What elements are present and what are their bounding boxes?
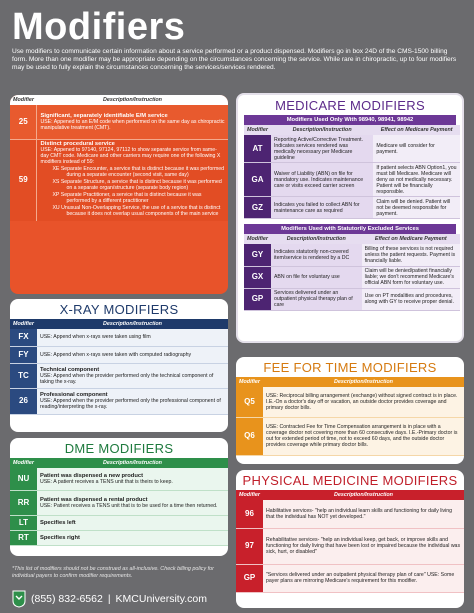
footer-separator: | (107, 593, 111, 605)
column-header-description: Description/Instruction (37, 95, 228, 105)
modifier-code: GP (236, 564, 263, 592)
modifier-description: Waiver of Liability (ABN) on file for mandatory use. Indicates maintenance care or visits exceed carrier screen (271, 163, 373, 197)
table-row (10, 139, 228, 221)
modifier-use: USE: A patient receives a TENS unit that is theirs to keep. (39, 478, 173, 485)
modifier-code: 26 (10, 388, 37, 414)
modifier-code: LT (10, 515, 37, 530)
modifier-effect: Medicare will consider for payment. (373, 135, 460, 163)
table-row (10, 515, 228, 530)
modifier-use: USE: Append when the provider performed only the technical component of taking the x-ray. (39, 372, 214, 385)
table-row (236, 417, 464, 455)
pm-title: PHYSICAL MEDICINE MODIFIERS (242, 473, 458, 488)
modifier-description: Indicates you failed to collect ABN for maintenance care as required (271, 197, 373, 219)
modifier-description: Indicates statutorily non-covered item/service is rendered by a DC (271, 244, 362, 266)
modifier-use: USE: Contracted Fee for Time Compensation arrangement is in place with a coverage doctor not covering more than 60 consecutive days. I.E.-Primary doctor is out for extended period of time, not to exceed 60 days, and the outside doctor provides coverage while primary doctor bills. (263, 417, 464, 455)
general-modifiers-table (10, 95, 228, 221)
modifier-code: FX (10, 329, 37, 346)
dme-title: DME MODIFIERS (64, 441, 174, 456)
modifier-effect: Claim will be denied/patient financially liable; we don't recommend Medicare's official ABN form for voluntary use. (362, 266, 460, 288)
table-row (244, 197, 460, 219)
modifier-title: Specifies left (39, 519, 76, 526)
x-modifier-xu: XU Unusual Non-Overlapping Service, the use of a service that is distinct because it does not overlap usual components of the main service (52, 205, 221, 217)
table-row (10, 530, 228, 545)
modifier-code: RR (10, 490, 37, 515)
modifier-code: GX (244, 266, 271, 288)
column-header-description: Description/Instruction (37, 319, 228, 329)
modifier-effect: Claim will be denied. Patient will not be deemed responsible for payment. (373, 197, 460, 219)
physical-medicine-modifiers-card (236, 470, 464, 608)
modifier-code: 59 (10, 139, 37, 221)
medicare-excluded-table (244, 234, 460, 311)
column-header-modifier: Modifier (10, 95, 37, 105)
modifier-effect: If patient selects ABN Option1, you must bill Medicare. Medicare will deny as not medically necessary. Patient will be financially responsible. (373, 163, 460, 197)
modifier-code: 97 (236, 528, 263, 564)
column-header-modifier: Modifier (236, 377, 263, 387)
footer-website[interactable]: KMCUniversity.com (115, 593, 207, 605)
footer (12, 590, 230, 608)
modifier-title: Patient was dispensed a rental product (39, 496, 148, 503)
modifier-title: Specifies right (39, 534, 80, 541)
fee-title: FEE FOR TIME MODIFIERS (263, 360, 437, 375)
table-row (244, 288, 460, 310)
table-row (244, 163, 460, 197)
column-header-modifier: Modifier (10, 458, 37, 468)
modifier-code: 25 (10, 105, 37, 139)
column-header-modifier: Modifier (236, 490, 263, 500)
column-header-description: Description/Instruction (263, 490, 464, 500)
table-row (10, 490, 228, 515)
modifier-description: Services delivered under an outpatient physical therapy plan of care (271, 288, 362, 310)
disclaimer: *This list of modifiers should not be construed as all-inclusive. Check billing policy for individual payers to confirm modifier requirements. (12, 566, 214, 579)
column-header-effect: Effect on Medicare Payment (373, 125, 460, 135)
modifier-title: Distinct procedural service (40, 141, 115, 147)
modifier-code: 96 (236, 500, 263, 528)
dme-table (10, 458, 228, 546)
medicare-cmt-table (244, 125, 460, 219)
intro-text: Use modifiers to communicate certain information about a service performed or a product dispensed. Modifiers go in box 24D of the CMS-1500 billing form. More than one modifier may be appropriate depending on the circumstances concerning the service. While rare in chiropractic, up to four modifiers may be used to fully explain the circumstances concerning the services/services rendered. (12, 48, 457, 72)
table-row (10, 363, 228, 388)
modifier-title: Technical component (39, 366, 100, 373)
table-row (10, 329, 228, 346)
table-row (10, 468, 228, 490)
medicare-subheading-cmt: Modifiers Used Only With 98940, 98941, 98942 (244, 115, 456, 125)
modifier-code: FY (10, 346, 37, 363)
xray-modifiers-card (10, 299, 228, 432)
modifier-code: NU (10, 468, 37, 490)
xray-title: X-RAY MODIFIERS (59, 302, 179, 317)
x-modifier-xe: XE Separate Encounter, a service that is distinct because it was performed during a separate encounter (second visit, same day) (52, 166, 225, 178)
modifier-title: Patient was dispensed a new product (39, 472, 144, 479)
medicare-subheading-excluded: Modifiers Used with Statutorily Excluded Services (244, 224, 456, 234)
x-modifier-xs: XS Separate Structure, a service that is distinct because it was performed on a separate organ/structure (separate body region) (52, 179, 222, 191)
table-row (244, 244, 460, 266)
modifier-description: Reporting Active/Corrective Treatment. Indicates services rendered was medically necessary per Medicare guideline (271, 135, 373, 163)
table-row (236, 500, 464, 528)
modifier-use: USE: Append when x-rays were taken using film (37, 329, 228, 346)
modifier-code: GZ (244, 197, 271, 219)
column-header-modifier: Modifier (10, 319, 37, 329)
x-modifier-xp: XP Separate Practitioner, a service that is distinct because it was performed by a different practitioner (52, 192, 202, 204)
medicare-modifiers-card (236, 93, 464, 343)
table-row (236, 528, 464, 564)
modifier-use: USE: Appened to an E/M code when performed on the same day as chiropractic manipulative treatment (CMT). (40, 118, 225, 131)
modifier-use: USE: Append when the provider performed only the professional component of reading/interpreting the x-ray. (39, 398, 221, 410)
table-row (244, 266, 460, 288)
modifier-use: USE: Appened to 97140, 97124, 97112 to show separate service from same-day CMT code. Medicare and other carriers may require one of the following X modifiers instead of 59: (40, 147, 221, 165)
modifier-code: TC (10, 363, 37, 388)
medicare-title: MEDICARE MODIFIERS (275, 98, 425, 113)
modifier-effect: Use on PT modalities and procedures, along with GY to receive proper denial. (362, 288, 460, 310)
modifier-description: ABN on file for voluntary use (271, 266, 362, 288)
modifier-use: "Services delivered under an outpatient physical therapy plan of care" USE: Some payer plans are mirroring Medicare's requirement for this modifier. (263, 564, 464, 592)
modifier-code: GY (244, 244, 271, 266)
kmc-logo-icon (12, 590, 26, 608)
modifier-use: USE: Reciprocal billing arrangement (exchange) without signed contract is in place. I.E.-On a doctor's day off or vacation, an outside doctor provides coverage and primary doctor bills. (263, 387, 464, 417)
column-header-description: Description/Instruction (263, 377, 464, 387)
column-header-effect: Effect on Medicare Payment (362, 234, 460, 244)
table-row (236, 387, 464, 417)
modifier-use: Rehabilitative services- "help an individual keep, get back, or improve skills and functioning for daily living that have been lost or impaired because the individual was sick, hurt, or disabled" (263, 528, 464, 564)
modifier-title: Professional component (39, 392, 108, 398)
modifier-code: GP (244, 288, 271, 310)
dme-modifiers-card (10, 438, 228, 556)
page-title: Modifiers (12, 6, 186, 48)
column-header-description: Description/Instruction (271, 234, 362, 244)
table-row (236, 564, 464, 592)
footer-phone: (855) 832-6562 (31, 593, 103, 605)
modifier-code: Q5 (236, 387, 263, 417)
fee-table (236, 377, 464, 456)
fee-for-time-modifiers-card (236, 357, 464, 464)
modifier-use: USE: Append when x-rays were taken with computed radiography (37, 346, 228, 363)
general-modifiers-card (10, 95, 228, 294)
modifier-code: AT (244, 135, 271, 163)
table-row (244, 135, 460, 163)
modifier-use: USE: Patient receives a TENS unit that is to be used for a time then returned. (39, 502, 218, 509)
column-header-modifier: Modifier (244, 234, 271, 244)
modifier-code: Q6 (236, 417, 263, 455)
modifier-code: GA (244, 163, 271, 197)
xray-table (10, 319, 228, 415)
column-header-description: Description/Instruction (37, 458, 228, 468)
table-row (10, 388, 228, 414)
column-header-description: Description/Instruction (271, 125, 373, 135)
table-row (10, 105, 228, 139)
modifier-title: Significant, separately identifiable E/M service (40, 112, 168, 119)
modifier-use: Habilitative services- "help an individual learn skills and functioning for daily living that the individual has NOT yet developed." (263, 500, 464, 528)
pm-table (236, 490, 464, 593)
column-header-modifier: Modifier (244, 125, 271, 135)
modifier-effect: Billing of these services is not required unless the patient requests. Payment is financially liable. (362, 244, 460, 266)
table-row (10, 346, 228, 363)
modifier-code: RT (10, 530, 37, 545)
